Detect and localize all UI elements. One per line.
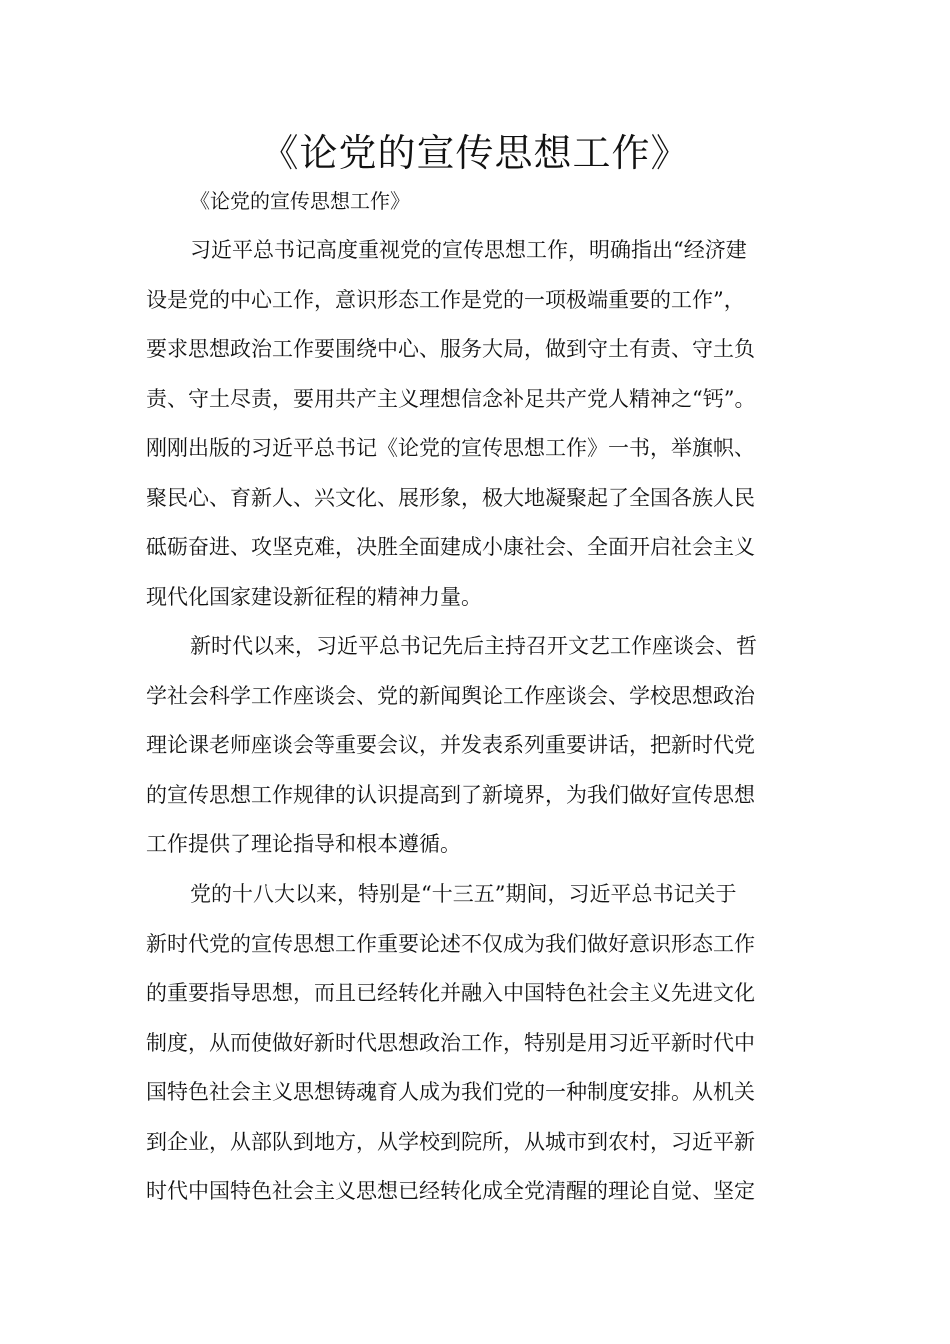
paragraph-2 [146, 622, 826, 870]
paragraph-line: 的宣传思想工作规律的认识提高到了新境界，为我们做好宣传思想 [146, 782, 755, 807]
paragraph-line: 要求思想政治工作要围绕中心、服务大局，做到守土有责、守土负 [146, 337, 755, 361]
paragraph-line: 新时代以来，习近平总书记先后主持召开文艺工作座谈会、哲 [190, 634, 757, 658]
paragraph-1 [146, 226, 826, 622]
body-paragraph-2 [146, 622, 826, 870]
paragraph-line: 责、守土尽责，要用共产主义理想信念补足共产党人精神之“钙”。 [146, 386, 756, 411]
paragraph-line: 聚民心、育新人、兴文化、展形象，极大地凝聚起了全国各族人民 [146, 485, 755, 510]
paragraph-line: 制度，从而使做好新时代思想政治工作，特别是用习近平新时代中 [146, 1030, 755, 1055]
paragraph-line: 设是党的中心工作，意识形态工作是党的一项极端重要的工作”， [146, 287, 745, 312]
paragraph-line: 到企业，从部队到地方，从学校到院所，从城市到农村，习近平新 [146, 1129, 755, 1154]
document-subtitle: 《论党的宣传思想工作》 [190, 189, 410, 213]
document-title: 《论党的宣传思想工作》 [260, 131, 690, 175]
paragraph-line: 党的十八大以来，特别是“十三五”期间，习近平总书记关于 [190, 882, 737, 906]
paragraph-line: 国特色社会主义思想铸魂育人成为我们党的一种制度安排。从机关 [146, 1080, 755, 1104]
body-paragraph-3 [146, 870, 826, 1217]
paragraph-line: 时代中国特色社会主义思想已经转化成全党清醒的理论自觉、坚定 [146, 1179, 755, 1203]
paragraph-line: 现代化国家建设新征程的精神力量。 [146, 584, 482, 609]
body-paragraph-1 [146, 226, 826, 622]
paragraph-line: 的重要指导思想，而且已经转化并融入中国特色社会主义先进文化 [146, 981, 755, 1005]
paragraph-line: 理论课老师座谈会等重要会议，并发表系列重要讲话，把新时代党 [146, 733, 755, 757]
paragraph-line: 新时代党的宣传思想工作重要论述不仅成为我们做好意识形态工作 [146, 931, 755, 956]
paragraph-line: 砥砺奋进、攻坚克难，决胜全面建成小康社会、全面开启社会主义 [146, 535, 755, 559]
paragraph-3 [146, 870, 826, 1217]
paragraph-line: 学社会科学工作座谈会、党的新闻舆论工作座谈会、学校思想政治 [146, 683, 755, 708]
paragraph-line: 习近平总书记高度重视党的宣传思想工作，明确指出“经济建 [190, 238, 747, 262]
paragraph-line: 刚刚出版的习近平总书记《论党的宣传思想工作》一书，举旗帜、 [146, 436, 755, 460]
paragraph-line: 工作提供了理论指导和根本遵循。 [146, 832, 461, 856]
